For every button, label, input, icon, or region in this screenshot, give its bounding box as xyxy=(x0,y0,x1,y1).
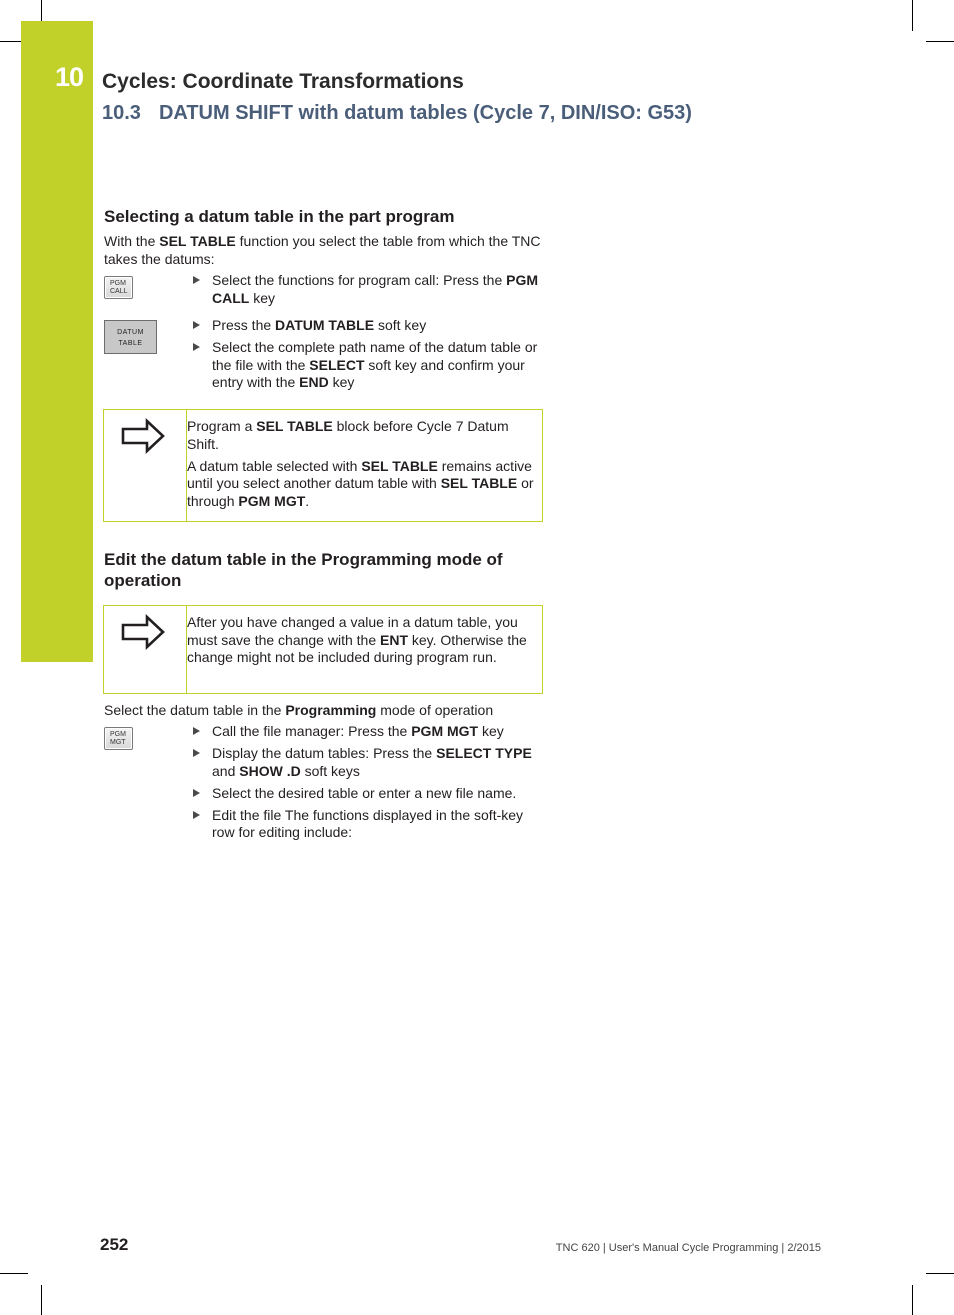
bullet-triangle-icon xyxy=(193,727,200,735)
text: Call the file manager: Press the xyxy=(212,723,412,739)
keyword: END xyxy=(299,374,329,390)
note-box xyxy=(103,409,543,522)
keyword: SHOW .D xyxy=(239,762,301,779)
text: or through xyxy=(187,475,534,509)
keyword: PGM MGT xyxy=(411,723,479,739)
key-label: PGM xyxy=(110,731,126,738)
list-item xyxy=(193,745,543,780)
note-arrow-icon xyxy=(120,418,166,454)
softkey-label: TABLE xyxy=(118,340,143,347)
text: block before Cycle 7 Datum Shift. xyxy=(187,418,509,452)
text: mode of operation xyxy=(376,702,494,718)
crop-mark xyxy=(0,41,21,42)
footer-text: TNC 620 | User's Manual Cycle Programming | 2/2015 xyxy=(555,1242,821,1254)
bullet-triangle-icon xyxy=(193,321,200,329)
key-label: CALL xyxy=(110,288,128,295)
list-item xyxy=(193,317,543,335)
text: Program a xyxy=(187,418,257,434)
note-icon-column xyxy=(104,606,187,693)
text: key xyxy=(249,289,276,306)
text: After you have changed a value in a datum table, you must save the change with the xyxy=(187,614,518,648)
section-title-text: DATUM SHIFT with datum tables (Cycle 7, DIN/ISO: G53) xyxy=(158,102,692,124)
chapter-number: 10 xyxy=(55,62,84,92)
keyword: PGM MGT xyxy=(238,492,306,509)
text: Display the datum tables: Press the xyxy=(212,745,437,761)
text: soft keys xyxy=(300,762,360,779)
text: remains active until you select another datum table with xyxy=(187,457,532,491)
crop-mark xyxy=(41,0,42,21)
bullet-triangle-icon xyxy=(193,749,200,757)
crop-mark xyxy=(926,1273,954,1274)
list-item xyxy=(193,723,543,741)
heading-edit-datum-table: Edit the datum table in the Programming mode of operation xyxy=(104,550,503,590)
note-paragraph xyxy=(187,614,534,667)
text: Select the functions for program call: Press the xyxy=(212,272,507,288)
text: Select the complete path name of the datum table or the file with the xyxy=(212,339,538,373)
keyword: PGM CALL xyxy=(212,272,539,306)
text: A datum table selected with xyxy=(187,457,362,474)
bullet-triangle-icon xyxy=(193,343,200,351)
keyword: SEL TABLE xyxy=(361,457,438,474)
list-item xyxy=(193,807,543,842)
keyword: SELECT xyxy=(309,356,365,373)
note-icon-column xyxy=(104,410,187,521)
chapter-title: Cycles: Coordinate Transformations xyxy=(102,70,464,93)
text: soft key and confirm your entry with the xyxy=(212,356,525,390)
section-title xyxy=(102,102,692,125)
steps-datum-table xyxy=(193,317,543,396)
note-arrow-icon xyxy=(120,614,166,650)
note-text xyxy=(187,410,542,523)
text: and xyxy=(212,762,240,779)
keyword: SELECT TYPE xyxy=(436,745,532,761)
text: key. Otherwise the change might not be included during program run. xyxy=(187,631,527,665)
crop-mark xyxy=(912,1285,913,1315)
keyword: SEL TABLE xyxy=(440,475,518,491)
softkey-label: DATUM xyxy=(117,329,144,336)
note-box xyxy=(103,605,543,694)
text: Press the xyxy=(212,317,276,333)
text: function you select the table from which the TNC takes the datums: xyxy=(104,233,541,267)
edit-intro-paragraph xyxy=(104,702,542,720)
text: Select the datum table in the xyxy=(104,702,286,718)
text: key xyxy=(478,723,504,739)
text: Select the desired table or enter a new file name. xyxy=(212,784,517,801)
page-number: 252 xyxy=(100,1235,129,1254)
list-item xyxy=(193,785,543,803)
intro-paragraph xyxy=(104,233,542,268)
note-paragraph xyxy=(187,458,534,511)
list-item xyxy=(193,272,543,307)
bullet-triangle-icon xyxy=(193,811,200,819)
bullet-triangle-icon xyxy=(193,276,200,284)
text: With the xyxy=(104,233,160,249)
section-number: 10.3 xyxy=(102,102,141,124)
text: Edit the file The functions displayed in the soft-key row for editing include: xyxy=(212,806,524,840)
steps-edit xyxy=(193,723,543,846)
bullet-triangle-icon xyxy=(193,789,200,797)
keyword: SEL TABLE xyxy=(256,418,333,434)
crop-mark xyxy=(912,0,913,31)
text: key xyxy=(328,374,355,390)
list-item xyxy=(193,339,543,392)
steps-pgm-call xyxy=(193,272,543,312)
crop-mark xyxy=(0,1273,28,1274)
chapter-tab xyxy=(21,21,93,662)
pgm-mgt-key[interactable] xyxy=(104,727,133,750)
keyword: Programming xyxy=(285,702,377,718)
note-text xyxy=(187,606,542,679)
crop-mark xyxy=(41,1285,42,1315)
note-paragraph xyxy=(187,418,534,453)
text: soft key xyxy=(374,317,427,333)
keyword: DATUM TABLE xyxy=(275,317,375,333)
keyword: SEL TABLE xyxy=(159,233,236,249)
text: . xyxy=(305,492,310,509)
keyword: ENT xyxy=(380,631,408,648)
pgm-call-key[interactable] xyxy=(104,276,133,299)
heading-selecting-datum-table: Selecting a datum table in the part program xyxy=(104,207,455,226)
datum-table-softkey[interactable] xyxy=(104,320,157,354)
key-label: MGT xyxy=(110,739,126,746)
crop-mark xyxy=(926,41,954,42)
key-label: PGM xyxy=(110,280,126,287)
